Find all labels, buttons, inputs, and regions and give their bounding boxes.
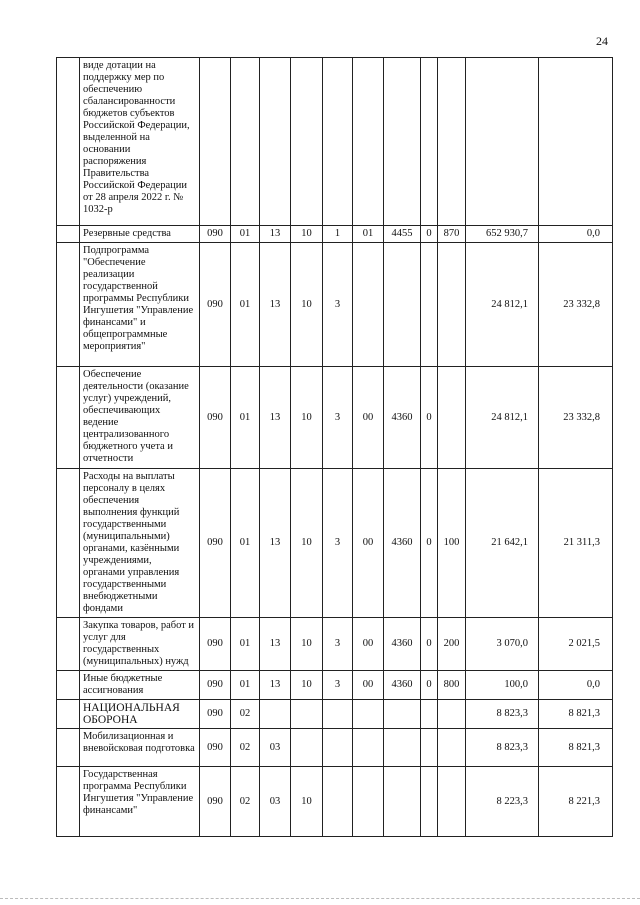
- code-subsection: 03: [260, 767, 291, 837]
- code-program: 10: [291, 469, 323, 618]
- row-name: Подпрограмма "Обеспечение реализации государственной программы Республики Ингушетия "Управление финансами" и общепрограммные мероприятия": [80, 243, 200, 367]
- code-direction: [384, 58, 421, 226]
- amount-year-2: 8 221,3: [539, 767, 613, 837]
- code-event: 00: [353, 618, 384, 671]
- code-section: 01: [231, 671, 260, 700]
- code-section: 02: [231, 729, 260, 767]
- table-row: [57, 671, 613, 700]
- code-subsection: [260, 700, 291, 729]
- row-name: виде дотации на поддержку мер по обеспечению сбалансированности бюджетов субъектов Российской Федерации, выделенной на основании распоряжения Правительства Российской Федерации от 28 апреля 2022 г. № 1032-р: [80, 58, 200, 226]
- amount-year-1: 100,0: [466, 671, 539, 700]
- table-row: [57, 767, 613, 837]
- code-program: 10: [291, 618, 323, 671]
- code-direction: [384, 767, 421, 837]
- code-expense-type: 100: [438, 469, 466, 618]
- amount-year-1: 8 223,3: [466, 767, 539, 837]
- code-subprogram: 3: [323, 367, 353, 469]
- code-subsection: 13: [260, 618, 291, 671]
- code-admin: 090: [200, 469, 231, 618]
- code-expense-type: [438, 58, 466, 226]
- code-section: [231, 58, 260, 226]
- code-direction: 4360: [384, 618, 421, 671]
- code-admin: 090: [200, 729, 231, 767]
- amount-year-2: 21 311,3: [539, 469, 613, 618]
- row-name: Резервные средства: [80, 226, 200, 243]
- code-direction: [384, 243, 421, 367]
- row-name: Мобилизационная и вневойсковая подготовка: [80, 729, 200, 767]
- amount-year-1: 24 812,1: [466, 367, 539, 469]
- code-direction: 4455: [384, 226, 421, 243]
- code-section: 01: [231, 618, 260, 671]
- code-event: [353, 729, 384, 767]
- code-subprogram: [323, 58, 353, 226]
- code-admin: 090: [200, 243, 231, 367]
- code-direction: [384, 700, 421, 729]
- code-expense-type: 800: [438, 671, 466, 700]
- code-section: 02: [231, 700, 260, 729]
- amount-year-2: 8 821,3: [539, 729, 613, 767]
- row-index-cell: [57, 618, 80, 671]
- row-name: Иные бюджетные ассигнования: [80, 671, 200, 700]
- code-program: 10: [291, 226, 323, 243]
- row-index-cell: [57, 226, 80, 243]
- amount-year-2: 23 332,8: [539, 243, 613, 367]
- table-row: [57, 243, 613, 367]
- code-subprogram: 3: [323, 618, 353, 671]
- row-index-cell: [57, 469, 80, 618]
- code-subprogram: [323, 700, 353, 729]
- code-program: [291, 729, 323, 767]
- code-subprogram: 1: [323, 226, 353, 243]
- code-subsection: 13: [260, 243, 291, 367]
- row-name: Государственная программа Республики Ингушетия "Управление финансами": [80, 767, 200, 837]
- code-subprogram: 3: [323, 243, 353, 367]
- amount-year-2: 0,0: [539, 226, 613, 243]
- code-subprogram: [323, 729, 353, 767]
- code-section: 01: [231, 367, 260, 469]
- code-event: [353, 767, 384, 837]
- code-admin: 090: [200, 226, 231, 243]
- code-subprogram: 3: [323, 671, 353, 700]
- code-program: [291, 58, 323, 226]
- table-row: [57, 367, 613, 469]
- code-program: 10: [291, 767, 323, 837]
- table-row: [57, 58, 613, 226]
- budget-table: [56, 57, 613, 837]
- code-extra: 0: [421, 671, 438, 700]
- amount-year-1: 8 823,3: [466, 700, 539, 729]
- amount-year-1: 8 823,3: [466, 729, 539, 767]
- code-subsection: [260, 58, 291, 226]
- code-subprogram: [323, 767, 353, 837]
- row-index-cell: [57, 671, 80, 700]
- code-extra: 0: [421, 469, 438, 618]
- amount-year-1: 21 642,1: [466, 469, 539, 618]
- row-index-cell: [57, 700, 80, 729]
- code-extra: [421, 767, 438, 837]
- code-section: 01: [231, 469, 260, 618]
- code-admin: [200, 58, 231, 226]
- amount-year-1: 24 812,1: [466, 243, 539, 367]
- amount-year-2: 2 021,5: [539, 618, 613, 671]
- code-expense-type: 200: [438, 618, 466, 671]
- code-section: 01: [231, 226, 260, 243]
- amount-year-2: 0,0: [539, 671, 613, 700]
- table-row: [57, 700, 613, 729]
- code-expense-type: [438, 243, 466, 367]
- code-direction: 4360: [384, 367, 421, 469]
- table-row: [57, 469, 613, 618]
- code-extra: [421, 243, 438, 367]
- code-program: [291, 700, 323, 729]
- row-name: Обеспечение деятельности (оказание услуг) учреждений, обеспечивающих ведение централизованного бюджетного учета и отчетности: [80, 367, 200, 469]
- code-program: 10: [291, 243, 323, 367]
- amount-year-1: 3 070,0: [466, 618, 539, 671]
- amount-year-2: 8 821,3: [539, 700, 613, 729]
- code-extra: 0: [421, 618, 438, 671]
- code-event: [353, 243, 384, 367]
- code-extra: 0: [421, 226, 438, 243]
- amount-year-2: [539, 58, 613, 226]
- code-expense-type: [438, 729, 466, 767]
- code-subsection: 13: [260, 671, 291, 700]
- code-extra: [421, 700, 438, 729]
- code-program: 10: [291, 671, 323, 700]
- code-expense-type: [438, 767, 466, 837]
- row-name: Закупка товаров, работ и услуг для государственных (муниципальных) нужд: [80, 618, 200, 671]
- row-index-cell: [57, 243, 80, 367]
- code-direction: 4360: [384, 671, 421, 700]
- code-event: [353, 700, 384, 729]
- table-row: [57, 618, 613, 671]
- code-section: 01: [231, 243, 260, 367]
- code-admin: 090: [200, 618, 231, 671]
- page-bottom-divider: [0, 898, 640, 899]
- code-admin: 090: [200, 671, 231, 700]
- code-subsection: 13: [260, 469, 291, 618]
- code-event: 00: [353, 469, 384, 618]
- code-subsection: 03: [260, 729, 291, 767]
- row-index-cell: [57, 58, 80, 226]
- code-event: [353, 58, 384, 226]
- table-row: [57, 729, 613, 767]
- row-name: Расходы на выплаты персоналу в целях обеспечения выполнения функций государственными (муниципальными) органами, казёнными учреждениями, органами управления государственными внебюджетными фондами: [80, 469, 200, 618]
- page-number: 24: [596, 34, 608, 48]
- code-expense-type: 870: [438, 226, 466, 243]
- amount-year-2: 23 332,8: [539, 367, 613, 469]
- code-extra: [421, 58, 438, 226]
- code-subsection: 13: [260, 367, 291, 469]
- amount-year-1: [466, 58, 539, 226]
- code-section: 02: [231, 767, 260, 837]
- code-direction: 4360: [384, 469, 421, 618]
- row-index-cell: [57, 767, 80, 837]
- code-direction: [384, 729, 421, 767]
- code-expense-type: [438, 367, 466, 469]
- code-program: 10: [291, 367, 323, 469]
- code-event: 00: [353, 367, 384, 469]
- code-extra: 0: [421, 367, 438, 469]
- row-name: НАЦИОНАЛЬНАЯ ОБОРОНА: [80, 700, 200, 729]
- code-extra: [421, 729, 438, 767]
- amount-year-1: 652 930,7: [466, 226, 539, 243]
- code-admin: 090: [200, 367, 231, 469]
- code-subprogram: 3: [323, 469, 353, 618]
- code-event: 01: [353, 226, 384, 243]
- table-row: [57, 226, 613, 243]
- code-subsection: 13: [260, 226, 291, 243]
- code-event: 00: [353, 671, 384, 700]
- row-index-cell: [57, 367, 80, 469]
- code-admin: 090: [200, 767, 231, 837]
- code-admin: 090: [200, 700, 231, 729]
- code-expense-type: [438, 700, 466, 729]
- row-index-cell: [57, 729, 80, 767]
